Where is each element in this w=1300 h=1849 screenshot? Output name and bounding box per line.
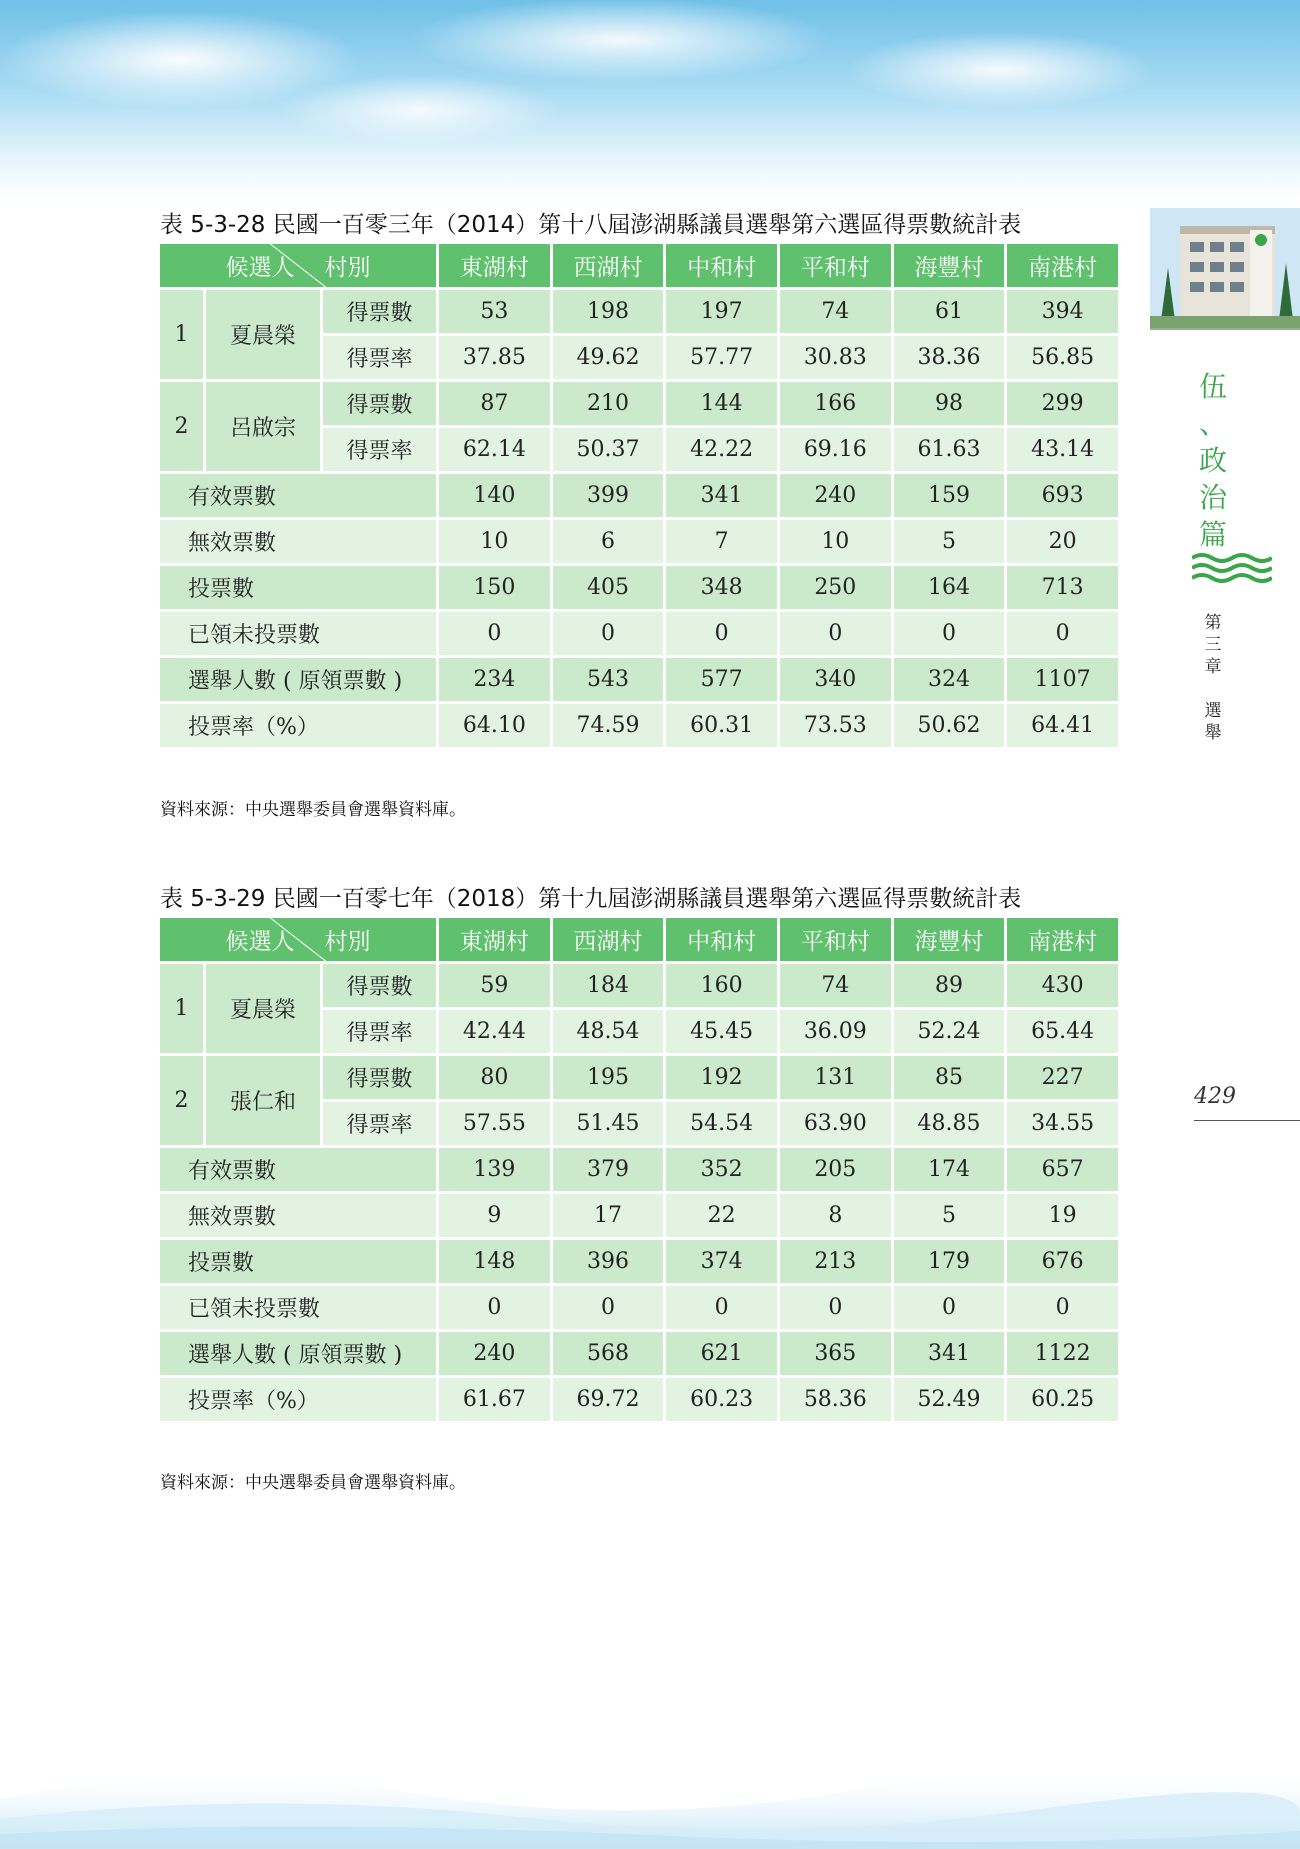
table-cell: 69.72 (553, 1378, 664, 1421)
chapter-char (1200, 678, 1226, 700)
table-cell: 197 (666, 290, 777, 333)
row-label: 得票率 (323, 1102, 436, 1145)
candidate-name: 夏晨榮 (206, 964, 320, 1053)
table-cell: 43.14 (1007, 428, 1118, 471)
bottom-wave-decoration (0, 1739, 1300, 1849)
candidate-name: 呂啟宗 (206, 382, 320, 471)
table-cell: 324 (894, 658, 1005, 701)
summary-label: 已領未投票數 (160, 612, 436, 655)
candidate-name: 張仁和 (206, 1056, 320, 1145)
table-row (160, 382, 1118, 425)
table-cell: 36.09 (780, 1010, 891, 1053)
header-village: 西湖村 (553, 918, 664, 961)
header-candidate-label: 候選人 (225, 929, 295, 955)
chapter-title-vertical (1200, 612, 1226, 744)
row-label: 得票數 (323, 290, 436, 333)
table-caption: 表 5-3-29 民國一百零七年（2018）第十九屆澎湖縣議員選舉第六選區得票數統計表 (160, 886, 1022, 912)
table-cell: 10 (780, 520, 891, 563)
table-cell: 7 (666, 520, 777, 563)
building-photo (1150, 208, 1300, 330)
chapter-char: 三 (1204, 635, 1222, 655)
table-header-row (160, 244, 1118, 287)
table-cell: 198 (553, 290, 664, 333)
section-title-char: 伍 (1198, 370, 1227, 403)
table-cell: 8 (780, 1194, 891, 1237)
table-cell: 299 (1007, 382, 1118, 425)
table-row (160, 290, 1118, 333)
summary-label: 投票率（%） (160, 1378, 436, 1421)
table-cell: 657 (1007, 1148, 1118, 1191)
header-village: 中和村 (666, 918, 777, 961)
table-cell: 250 (780, 566, 891, 609)
row-label: 得票率 (323, 336, 436, 379)
table-cell: 49.62 (553, 336, 664, 379)
table-cell: 20 (1007, 520, 1118, 563)
section-title-char: 治 (1198, 481, 1227, 514)
row-label: 得票數 (323, 964, 436, 1007)
table-cell: 61 (894, 290, 1005, 333)
table-cell: 430 (1007, 964, 1118, 1007)
header-village-label: 村別 (324, 929, 371, 955)
table-row (160, 474, 1118, 517)
section-title-char: 篇 (1198, 518, 1227, 551)
table-cell: 693 (1007, 474, 1118, 517)
table-cell: 52.24 (894, 1010, 1005, 1053)
table-row (160, 566, 1118, 609)
section-title-char: 、 (1198, 407, 1227, 440)
table-cell: 1107 (1007, 658, 1118, 701)
table-row (160, 704, 1118, 747)
table-cell: 150 (439, 566, 550, 609)
table-cell: 6 (553, 520, 664, 563)
table-cell: 227 (1007, 1056, 1118, 1099)
table-cell: 0 (1007, 612, 1118, 655)
table-cell: 59 (439, 964, 550, 1007)
table-cell: 30.83 (780, 336, 891, 379)
table-cell: 0 (666, 1286, 777, 1329)
table-cell: 379 (553, 1148, 664, 1191)
table-cell: 0 (894, 1286, 1005, 1329)
table-row (160, 1240, 1118, 1283)
table-cell: 160 (666, 964, 777, 1007)
chapter-char: 選 (1204, 701, 1222, 721)
table-cell: 58.36 (780, 1378, 891, 1421)
sky-header-decoration (0, 0, 1300, 200)
table-cell: 0 (894, 612, 1005, 655)
table-cell: 621 (666, 1332, 777, 1375)
table-source-note: 資料來源：中央選舉委員會選舉資料庫。 (160, 800, 466, 820)
table-cell: 45.45 (666, 1010, 777, 1053)
row-label: 得票率 (323, 1010, 436, 1053)
table-cell: 63.90 (780, 1102, 891, 1145)
table-cell: 340 (780, 658, 891, 701)
table-cell: 50.62 (894, 704, 1005, 747)
summary-label: 有效票數 (160, 474, 436, 517)
table-cell: 405 (553, 566, 664, 609)
table-cell: 348 (666, 566, 777, 609)
table-cell: 144 (666, 382, 777, 425)
table-cell: 0 (780, 1286, 891, 1329)
table-cell: 60.31 (666, 704, 777, 747)
table-cell: 0 (439, 612, 550, 655)
candidate-number: 1 (160, 290, 203, 379)
table-cell: 240 (780, 474, 891, 517)
table-cell: 0 (666, 612, 777, 655)
table-cell: 65.44 (1007, 1010, 1118, 1053)
election-table-2018 (157, 915, 1121, 1424)
table-cell: 17 (553, 1194, 664, 1237)
table-cell: 210 (553, 382, 664, 425)
header-village: 平和村 (780, 918, 891, 961)
table-cell: 179 (894, 1240, 1005, 1283)
table-cell: 543 (553, 658, 664, 701)
table-cell: 64.41 (1007, 704, 1118, 747)
table-row (160, 1286, 1118, 1329)
table-cell: 166 (780, 382, 891, 425)
table-cell: 577 (666, 658, 777, 701)
summary-label: 無效票數 (160, 1194, 436, 1237)
chapter-char: 章 (1204, 657, 1222, 677)
table-cell: 74.59 (553, 704, 664, 747)
summary-label: 已領未投票數 (160, 1286, 436, 1329)
table-cell: 0 (780, 612, 891, 655)
table-row (160, 964, 1118, 1007)
table-cell: 64.10 (439, 704, 550, 747)
table-row (160, 658, 1118, 701)
summary-label: 投票率（%） (160, 704, 436, 747)
candidate-name: 夏晨榮 (206, 290, 320, 379)
table-cell: 69.16 (780, 428, 891, 471)
table-cell: 48.85 (894, 1102, 1005, 1145)
section-title-vertical (1198, 368, 1228, 553)
header-village: 海豐村 (894, 244, 1005, 287)
page-number: 429 (1194, 1084, 1236, 1109)
table-header-row (160, 918, 1118, 961)
table-cell: 5 (894, 520, 1005, 563)
row-label: 得票數 (323, 382, 436, 425)
table-cell: 54.54 (666, 1102, 777, 1145)
table-cell: 164 (894, 566, 1005, 609)
summary-label: 有效票數 (160, 1148, 436, 1191)
table-cell: 396 (553, 1240, 664, 1283)
table-cell: 148 (439, 1240, 550, 1283)
table-row (160, 1194, 1118, 1237)
table-caption: 表 5-3-28 民國一百零三年（2014）第十八屆澎湖縣議員選舉第六選區得票數統計表 (160, 212, 1022, 238)
header-village: 東湖村 (439, 918, 550, 961)
table-cell: 73.53 (780, 704, 891, 747)
table-cell: 57.55 (439, 1102, 550, 1145)
table-cell: 56.85 (1007, 336, 1118, 379)
table-cell: 62.14 (439, 428, 550, 471)
table-cell: 341 (894, 1332, 1005, 1375)
header-village: 東湖村 (439, 244, 550, 287)
section-title-char: 政 (1198, 444, 1227, 477)
table-cell: 139 (439, 1148, 550, 1191)
table-cell: 676 (1007, 1240, 1118, 1283)
table-cell: 0 (439, 1286, 550, 1329)
table-cell: 60.23 (666, 1378, 777, 1421)
election-table-2014 (157, 241, 1121, 750)
table-cell: 9 (439, 1194, 550, 1237)
table-cell: 131 (780, 1056, 891, 1099)
page-number-rule (1194, 1120, 1300, 1121)
table-cell: 213 (780, 1240, 891, 1283)
wave-ornament-icon (1192, 552, 1272, 586)
summary-label: 無效票數 (160, 520, 436, 563)
table-row (160, 520, 1118, 563)
table-cell: 0 (1007, 1286, 1118, 1329)
table-cell: 195 (553, 1056, 664, 1099)
table-cell: 50.37 (553, 428, 664, 471)
header-corner-cell (160, 244, 436, 287)
chapter-char: 第 (1204, 613, 1222, 633)
header-village: 南港村 (1007, 918, 1118, 961)
header-village: 海豐村 (894, 918, 1005, 961)
table-cell: 1122 (1007, 1332, 1118, 1375)
table-cell: 19 (1007, 1194, 1118, 1237)
header-candidate-label: 候選人 (225, 255, 295, 281)
table-cell: 22 (666, 1194, 777, 1237)
table-row (160, 1148, 1118, 1191)
table-row (160, 612, 1118, 655)
summary-label: 選舉人數 ( 原領票數 ) (160, 1332, 436, 1375)
table-cell: 234 (439, 658, 550, 701)
table-cell: 352 (666, 1148, 777, 1191)
chapter-char: 舉 (1204, 723, 1222, 743)
header-corner-cell (160, 918, 436, 961)
table-row (160, 1056, 1118, 1099)
table-cell: 192 (666, 1056, 777, 1099)
table-cell: 184 (553, 964, 664, 1007)
candidate-number: 1 (160, 964, 203, 1053)
table-cell: 399 (553, 474, 664, 517)
table-cell: 80 (439, 1056, 550, 1099)
table-cell: 42.44 (439, 1010, 550, 1053)
table-cell: 34.55 (1007, 1102, 1118, 1145)
candidate-number: 2 (160, 382, 203, 471)
table-cell: 174 (894, 1148, 1005, 1191)
table-row (160, 1378, 1118, 1421)
header-village: 平和村 (780, 244, 891, 287)
header-village-label: 村別 (324, 255, 371, 281)
row-label: 得票率 (323, 428, 436, 471)
table-cell: 394 (1007, 290, 1118, 333)
table-cell: 374 (666, 1240, 777, 1283)
header-village: 西湖村 (553, 244, 664, 287)
header-village: 南港村 (1007, 244, 1118, 287)
table-row (160, 1332, 1118, 1375)
table-cell: 61.67 (439, 1378, 550, 1421)
table-cell: 98 (894, 382, 1005, 425)
table-cell: 5 (894, 1194, 1005, 1237)
table-cell: 53 (439, 290, 550, 333)
table-cell: 74 (780, 964, 891, 1007)
table-cell: 89 (894, 964, 1005, 1007)
table-cell: 87 (439, 382, 550, 425)
table-source-note: 資料來源：中央選舉委員會選舉資料庫。 (160, 1473, 466, 1493)
table-cell: 0 (553, 1286, 664, 1329)
table-cell: 38.36 (894, 336, 1005, 379)
table-cell: 60.25 (1007, 1378, 1118, 1421)
table-cell: 365 (780, 1332, 891, 1375)
header-village: 中和村 (666, 244, 777, 287)
candidate-number: 2 (160, 1056, 203, 1145)
table-cell: 140 (439, 474, 550, 517)
table-cell: 10 (439, 520, 550, 563)
table-cell: 341 (666, 474, 777, 517)
table-cell: 48.54 (553, 1010, 664, 1053)
table-cell: 0 (553, 612, 664, 655)
table-cell: 240 (439, 1332, 550, 1375)
table-cell: 52.49 (894, 1378, 1005, 1421)
table-cell: 85 (894, 1056, 1005, 1099)
table-cell: 568 (553, 1332, 664, 1375)
table-cell: 159 (894, 474, 1005, 517)
summary-label: 投票數 (160, 566, 436, 609)
table-cell: 61.63 (894, 428, 1005, 471)
table-cell: 51.45 (553, 1102, 664, 1145)
table-cell: 57.77 (666, 336, 777, 379)
row-label: 得票數 (323, 1056, 436, 1099)
summary-label: 選舉人數 ( 原領票數 ) (160, 658, 436, 701)
table-cell: 74 (780, 290, 891, 333)
table-cell: 37.85 (439, 336, 550, 379)
table-cell: 42.22 (666, 428, 777, 471)
table-cell: 205 (780, 1148, 891, 1191)
summary-label: 投票數 (160, 1240, 436, 1283)
table-cell: 713 (1007, 566, 1118, 609)
